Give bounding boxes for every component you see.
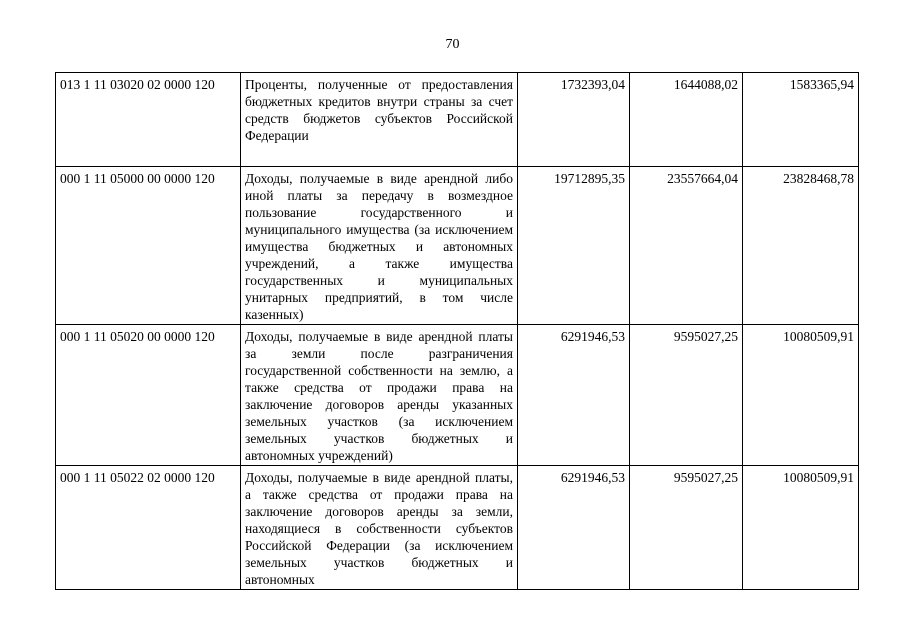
amount-column-3: 10080509,91 — [743, 325, 859, 466]
amount-column-1: 19712895,35 — [518, 167, 630, 325]
revenue-description: Доходы, получаемые в виде арендной либо иной платы за передачу в возмездное пользование государственного и муниципального имущества (за исключением имущества бюджетных и автономных учреждений, а также имущества государственных и муниципальных унитарных предприятий, в том числе казенных) — [241, 167, 518, 325]
amount-column-2: 1644088,02 — [630, 73, 743, 167]
table-row — [56, 73, 859, 167]
page-number: 70 — [445, 37, 460, 52]
table-row — [56, 325, 859, 466]
amount-column-3: 23828468,78 — [743, 167, 859, 325]
table-row — [56, 167, 859, 325]
amount-column-2: 9595027,25 — [630, 325, 743, 466]
revenue-description: Доходы, получаемые в виде арендной платы за земли после разграничения государственной собственности на землю, а также средства от продажи права на заключение договоров аренды указанных земельных участков (за исключением земельных участков бюджетных и автономных учреждений) — [241, 325, 518, 466]
amount-column-2: 9595027,25 — [630, 466, 743, 590]
amount-column-3: 1583365,94 — [743, 73, 859, 167]
budget-classification-code: 013 1 11 03020 02 0000 120 — [56, 73, 241, 167]
revenue-description: Доходы, получаемые в виде арендной платы, а также средства от продажи права на заключение договоров аренды за земли, находящиеся в собственности субъектов Российской Федерации (за исключением земельных участков бюджетных и автономных — [241, 466, 518, 590]
amount-column-1: 1732393,04 — [518, 73, 630, 167]
budget-revenue-table — [55, 72, 859, 590]
amount-column-1: 6291946,53 — [518, 325, 630, 466]
amount-column-3: 10080509,91 — [743, 466, 859, 590]
budget-classification-code: 000 1 11 05020 00 0000 120 — [56, 325, 241, 466]
amount-column-1: 6291946,53 — [518, 466, 630, 590]
budget-classification-code: 000 1 11 05022 02 0000 120 — [56, 466, 241, 590]
table-row — [56, 466, 859, 590]
revenue-description: Проценты, полученные от предоставления бюджетных кредитов внутри страны за счет средств бюджетов субъектов Российской Федерации — [241, 73, 518, 167]
budget-classification-code: 000 1 11 05000 00 0000 120 — [56, 167, 241, 325]
amount-column-2: 23557664,04 — [630, 167, 743, 325]
